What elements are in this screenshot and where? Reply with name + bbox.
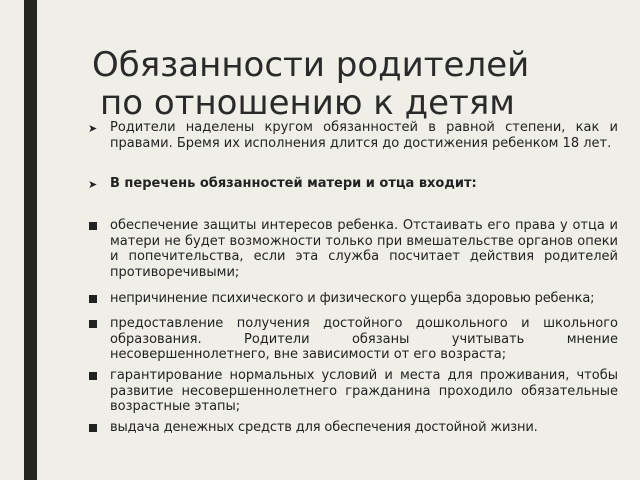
slide-title bbox=[92, 46, 612, 122]
arrow-right-icon: ➤ bbox=[88, 122, 98, 135]
slide-title-line2: по отношению к детям bbox=[100, 83, 515, 123]
arrow-right-icon: ➤ bbox=[88, 178, 98, 191]
square-bullet-icon bbox=[89, 222, 97, 230]
duty-item: гарантирование нормальных условий и места для проживания, чтобы развитие несовершеннолетнего гражданина проходило обязательные возрастные этапы; bbox=[110, 368, 618, 414]
duty-item: обеспечение защиты интересов ребенка. Отстаивать его права у отца и матери не будет возможности только при вмешательстве органов опеки и попечительства, если эта служба посчитает действия родителей противоречивыми; bbox=[110, 218, 618, 280]
intro-bullet-bold: В перечень обязанностей матери и отца входит: bbox=[110, 176, 477, 191]
square-bullet-icon bbox=[89, 424, 97, 432]
intro-bullet: Родители наделены кругом обязанностей в равной степени, как и правами. Бремя их исполнения длится до достижения ребенком 18 лет. bbox=[110, 120, 618, 151]
duty-item: выдача денежных средств для обеспечения достойной жизни. bbox=[110, 420, 538, 435]
duty-item: предоставление получения достойного дошкольного и школьного образования. Родители обязаны учитывать мнение несовершеннолетнего, вне зависимости от его возраста; bbox=[110, 316, 618, 362]
slide-title-line1: Обязанности родителей bbox=[92, 45, 530, 85]
square-bullet-icon bbox=[89, 320, 97, 328]
square-bullet-icon bbox=[89, 295, 97, 303]
square-bullet-icon bbox=[89, 372, 97, 380]
left-accent-bar bbox=[24, 0, 37, 480]
duty-item: непричинение психического и физического ущерба здоровью ребенка; bbox=[110, 291, 595, 306]
